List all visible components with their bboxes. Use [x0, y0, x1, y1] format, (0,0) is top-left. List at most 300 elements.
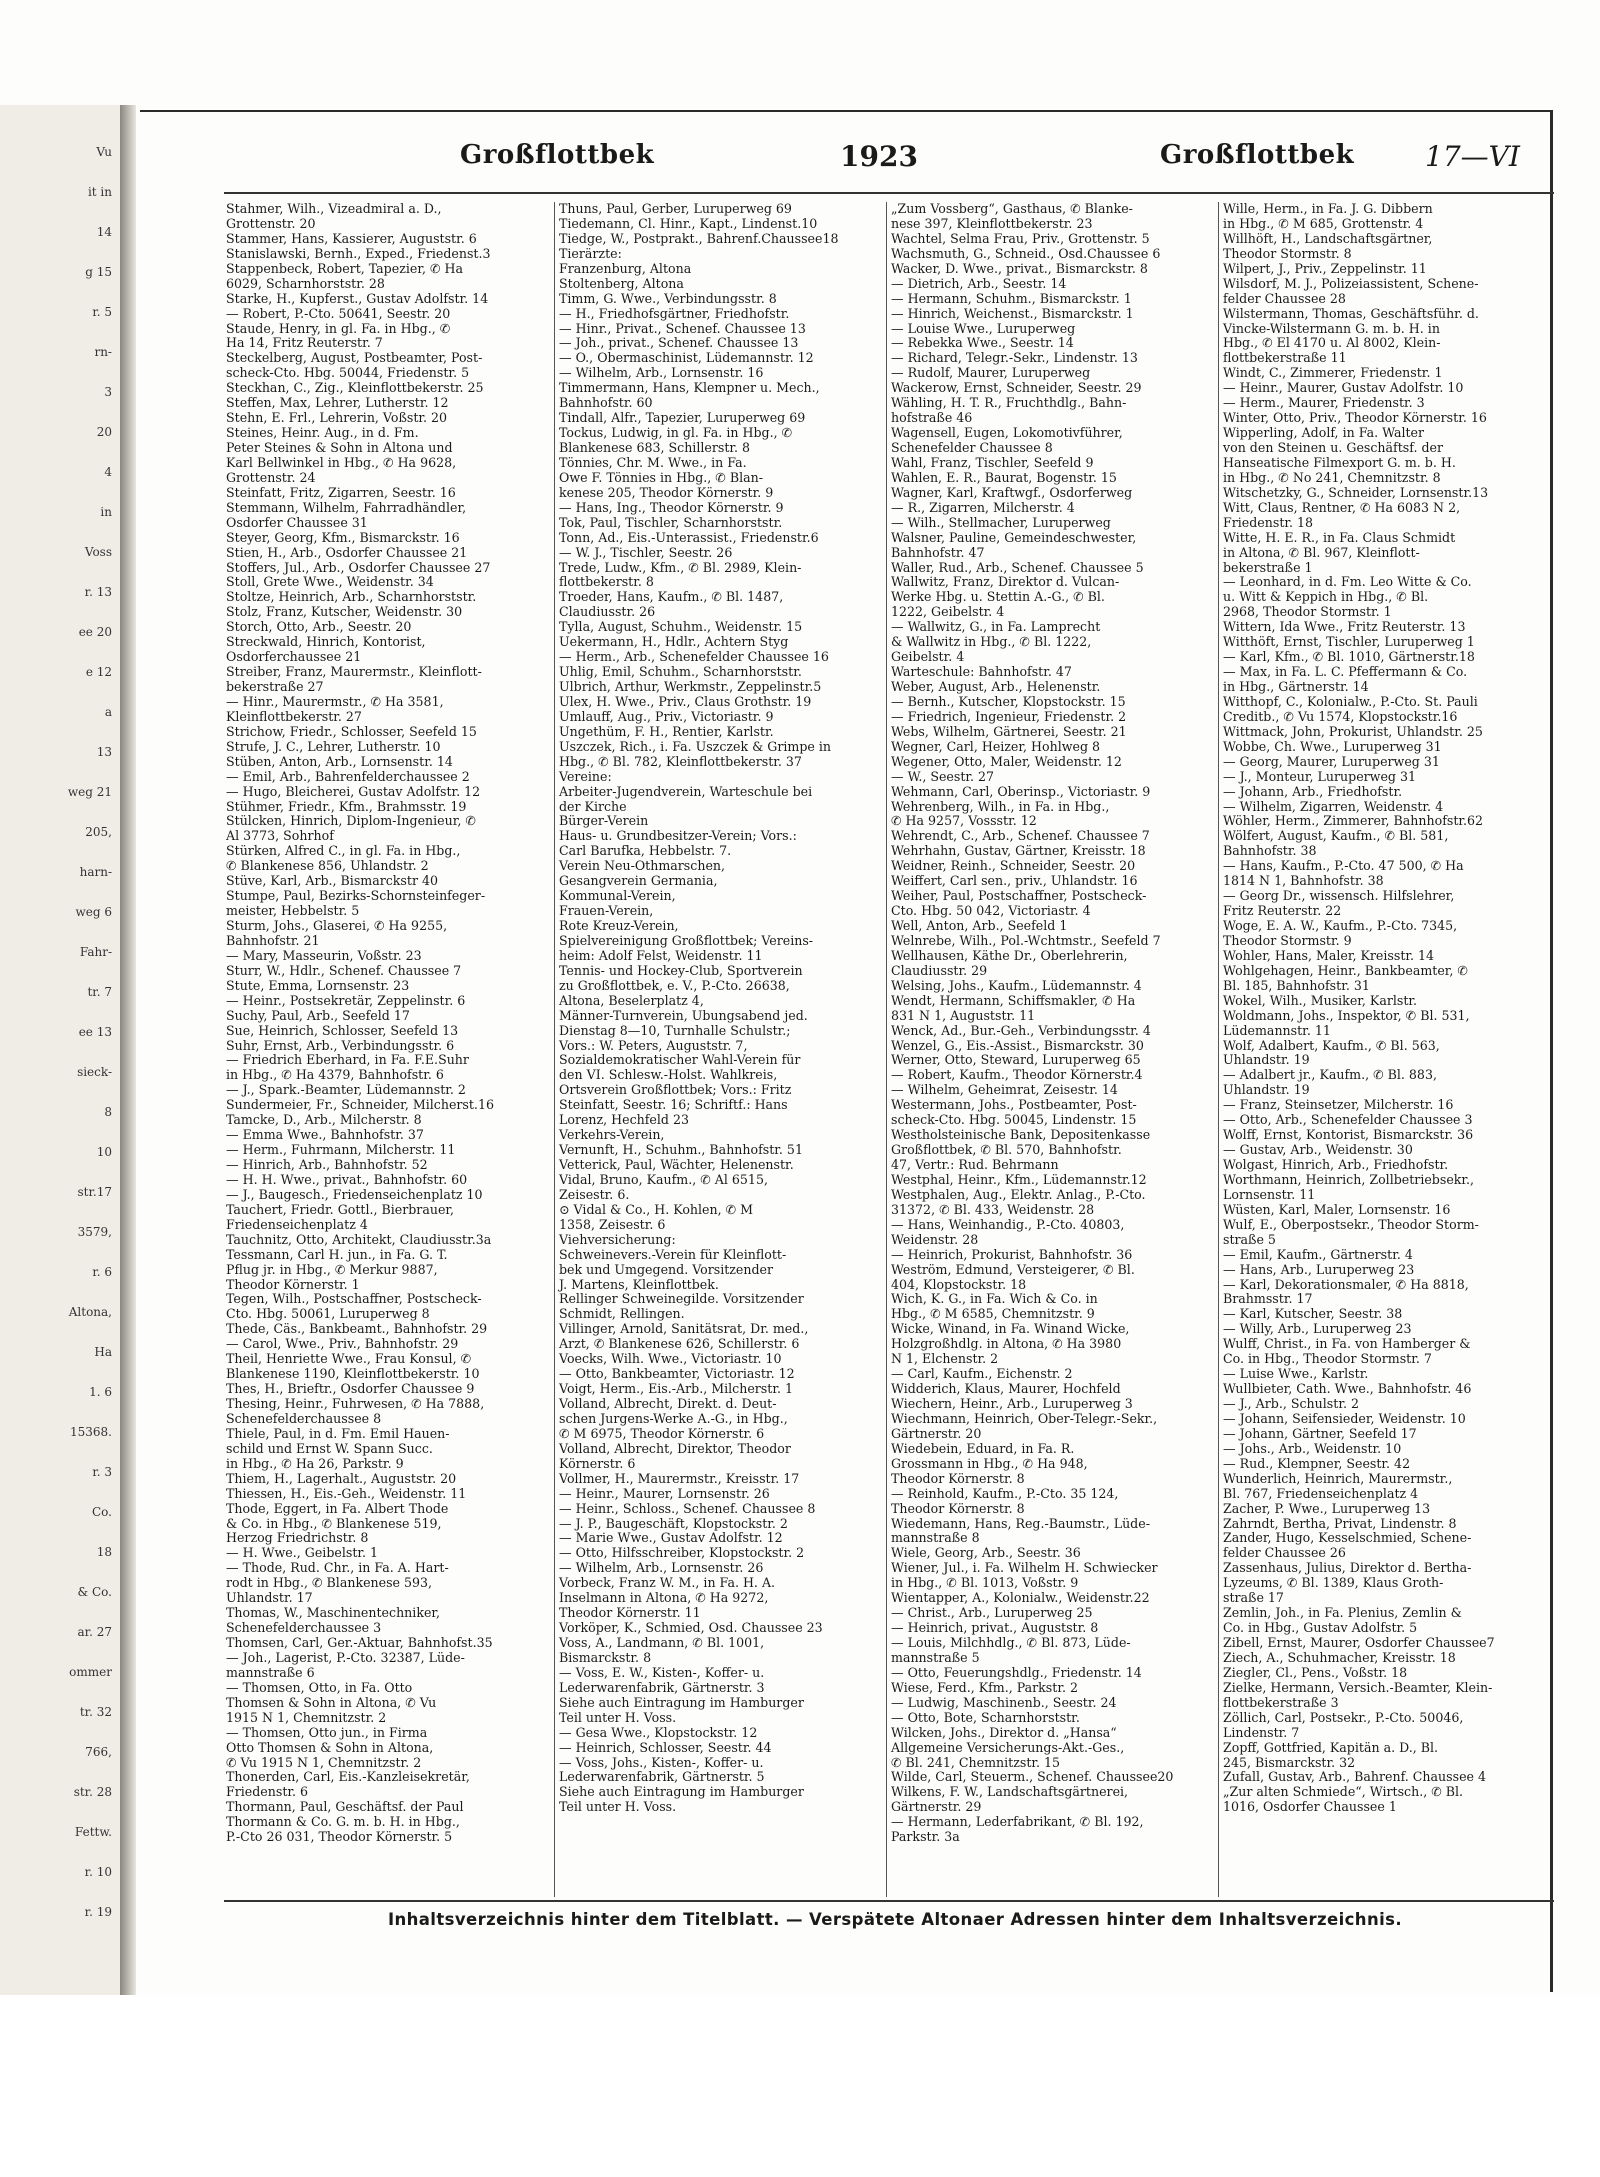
directory-entry-line: Stürken, Alfred C., in gl. Fa. in Hbg., — [226, 844, 461, 859]
directory-entry-line: Wohlgehagen, Heinr., Bankbeamter, ✆ — [1223, 963, 1468, 978]
directory-entry-line: Woge, E. A. W., Kaufm., P.-Cto. 7345, — [1223, 919, 1458, 933]
directory-entry-line: — Carl, Kaufm., Eichenstr. 2 — [891, 1367, 1073, 1382]
directory-entry-line: Schweinevers.-Verein für Kleinflott- — [559, 1247, 787, 1262]
directory-entry-line: Ha 14, Fritz Reuterstr. 7 — [226, 336, 383, 351]
directory-entry-line: Steinfatt, Seestr. 16; Schriftf.: Hans — [559, 1098, 788, 1113]
directory-entry-line: — Herm., Arb., Schenefelder Chaussee 16 — [559, 650, 829, 665]
page-header — [140, 140, 1550, 184]
directory-entry-line: 47, Vertr.: Rud. Behrmann — [891, 1158, 1059, 1172]
directory-entry-line: Zeisestr. 6. — [559, 1187, 630, 1202]
directory-entry-line: Stappenbeck, Robert, Tapezier, ✆ Ha — [226, 261, 464, 276]
directory-entry-line: meister, Hebbelstr. 5 — [226, 904, 360, 919]
directory-entry-line: Thode, Eggert, in Fa. Albert Thode — [226, 1501, 449, 1516]
directory-entry-line: — Hermann, Lederfabrikant, ✆ Bl. 192, — [891, 1815, 1144, 1830]
directory-entry-line: Wöhler, Herm., Zimmerer, Bahnhofstr.62 — [1223, 814, 1484, 829]
directory-entry-line: Fritz Reuterstr. 22 — [1223, 904, 1342, 919]
directory-entry-line: in Hbg., ✆ Ha 26, Parkstr. 9 — [226, 1456, 404, 1471]
directory-entry-line: Theil, Henriette Wwe., Frau Konsul, ✆ — [226, 1352, 472, 1367]
directory-entry-line: Osdorferchaussee 21 — [226, 650, 362, 665]
directory-entry-line: P.-Cto 26 031, Theodor Körnerstr. 5 — [226, 1830, 453, 1845]
directory-entry-line: Steinfatt, Fritz, Zigarren, Seestr. 16 — [226, 485, 456, 500]
directory-entry-line: „Zum Vossberg“, Gasthaus, ✆ Blanke- — [891, 202, 1133, 216]
directory-entry-line: Woldmann, Johs., Inspektor, ✆ Bl. 531, — [1223, 1008, 1470, 1023]
directory-entry-line: Grottenstr. 24 — [226, 470, 316, 485]
directory-entry-line: — Hans, Arb., Luruperweg 23 — [1223, 1262, 1415, 1277]
directory-entry-line: Wellhausen, Käthe Dr., Oberlehrerin, — [891, 948, 1128, 963]
directory-entry-line: Wiedemann, Hans, Reg.-Baumstr., Lüde- — [891, 1516, 1150, 1531]
directory-entry-line: Wegener, Otto, Maler, Weidenstr. 12 — [891, 754, 1122, 769]
directory-entry-line: Vernunft, H., Schuhm., Bahnhofstr. 51 — [559, 1143, 803, 1158]
directory-entry-line: Kommunal-Verein, — [559, 889, 676, 904]
directory-entry-line: Wehmann, Carl, Oberinsp., Victoriastr. 9 — [891, 784, 1151, 799]
directory-entry-line: Uhlandstr. 19 — [1223, 1053, 1310, 1068]
directory-entry-line: — Thode, Rud. Chr., in Fa. A. Hart- — [226, 1561, 449, 1576]
directory-entry-line: heim: Adolf Felst, Weidenstr. 11 — [559, 948, 763, 963]
directory-entry-line: — Heinr., Maurer, Gustav Adolfstr. 10 — [1223, 381, 1464, 396]
directory-entry-line: — Voss, E. W., Kisten-, Koffer- u. — [559, 1665, 765, 1680]
previous-page-fragment: 15368. — [70, 1425, 112, 1439]
directory-entry-line: — Wilhelm, Geheimrat, Zeisestr. 14 — [891, 1083, 1118, 1098]
directory-entry-line: Steines, Heinr. Aug., in d. Fm. — [226, 426, 419, 441]
directory-entry-line: Streiber, Franz, Maurermstr., Kleinflott- — [226, 665, 482, 680]
directory-entry-line: 2968, Theodor Stormstr. 1 — [1223, 605, 1392, 620]
directory-entry-line: Hbg., ✆ M 6585, Chemnitzstr. 9 — [891, 1307, 1095, 1322]
directory-entry-line: Wunderlich, Heinrich, Maurermstr., — [1223, 1471, 1453, 1486]
directory-entry-line: Schmidt, Rellingen. — [559, 1307, 685, 1322]
directory-entry-line: — Friedrich, Ingenieur, Friedenstr. 2 — [891, 709, 1127, 724]
directory-entry-line: Wobbe, Ch. Wwe., Luruperweg 31 — [1223, 739, 1442, 754]
directory-entry-line: Wachtel, Selma Frau, Priv., Grottenstr. 5 — [891, 231, 1150, 246]
directory-entry-line: — Bernh., Kutscher, Klopstockstr. 15 — [891, 694, 1126, 709]
directory-entry-line: Wolgast, Hinrich, Arb., Friedhofstr. — [1223, 1158, 1449, 1172]
directory-entry-line: Wenzel, G., Eis.-Assist., Bismarckstr. 30 — [891, 1038, 1144, 1053]
directory-entry-line: Thormann, Paul, Geschäftsf. der Paul — [226, 1800, 464, 1815]
directory-entry-line: — Marie Wwe., Gustav Adolfstr. 12 — [559, 1531, 783, 1546]
directory-entry-line: in Altona, ✆ Bl. 967, Kleinflott- — [1223, 545, 1420, 560]
directory-entry-line: Frauen-Verein, — [559, 904, 654, 919]
directory-entry-line: Teil unter H. Voss. — [559, 1800, 677, 1815]
directory-entry-line: — Otto, Hilfsschreiber, Klopstockstr. 2 — [559, 1546, 805, 1561]
previous-page-fragment: str.17 — [77, 1185, 112, 1199]
directory-entry-line: Well, Anton, Arb., Seefeld 1 — [891, 919, 1068, 933]
previous-page-fragment: 14 — [96, 225, 112, 239]
directory-entry-line: Viehversicherung: — [559, 1232, 676, 1247]
directory-entry-line: — Joh., privat., Schenef. Chaussee 13 — [559, 336, 799, 351]
directory-entry-line: Theodor Körnerstr. 8 — [891, 1471, 1025, 1486]
directory-entry-line: Winter, Otto, Priv., Theodor Körnerstr. 16 — [1223, 411, 1487, 426]
previous-page-fragment: r. 10 — [84, 1865, 112, 1879]
directory-entry-line: Bahnhofstr. 38 — [1223, 844, 1317, 859]
directory-entry-line: Wilpert, J., Priv., Zeppelinstr. 11 — [1223, 261, 1427, 276]
directory-entry-line: Claudiusstr. 26 — [559, 605, 656, 620]
directory-entry-line: Lornsenstr. 11 — [1223, 1187, 1316, 1202]
directory-entry-line: Bl. 185, Bahnhofstr. 31 — [1223, 978, 1370, 993]
directory-entry-line: Stühmer, Friedr., Kfm., Brahmsstr. 19 — [226, 799, 467, 814]
directory-entry-line: — Emma Wwe., Bahnhofstr. 37 — [226, 1128, 424, 1143]
directory-entry-line: — Franz, Steinsetzer, Milcherstr. 16 — [1223, 1098, 1454, 1113]
directory-entry-line: — Emil, Kaufm., Gärtnerstr. 4 — [1223, 1247, 1413, 1262]
directory-entry-line: — Robert, Kaufm., Theodor Körnerstr.4 — [891, 1068, 1143, 1083]
directory-entry-line: Großflottbek, ✆ Bl. 570, Bahnhofstr. — [891, 1143, 1122, 1158]
directory-entry-line: Vors.: W. Peters, Auguststr. 7, — [559, 1038, 748, 1053]
directory-entry-line: — H., Friedhofsgärtner, Friedhofstr. — [559, 306, 790, 321]
directory-entry-line: Weström, Edmund, Versteigerer, ✆ Bl. — [891, 1262, 1135, 1277]
directory-entry-line: Grottenstr. 20 — [226, 216, 316, 231]
directory-entry-line: Zahrndt, Bertha, Privat, Lindenstr. 8 — [1223, 1516, 1457, 1531]
directory-entry-line: — Otto, Bote, Scharnhorststr. — [891, 1710, 1080, 1725]
directory-entry-line: Siehe auch Eintragung im Hamburger — [559, 1695, 804, 1710]
directory-entry-line: Vincke-Wilstermann G. m. b. H. in — [1223, 321, 1440, 336]
directory-entry-line: 1358, Zeisestr. 6 — [559, 1217, 666, 1232]
directory-entry-line: Trede, Ludw., Kfm., ✆ Bl. 2989, Klein- — [559, 560, 802, 575]
directory-entry-line: Männer-Turnverein, Übungsabend jed. — [559, 1008, 808, 1023]
directory-entry-line: — J., Spark.-Beamter, Lüdemannstr. 2 — [226, 1083, 466, 1098]
directory-entry-line: Voss, A., Landmann, ✆ Bl. 1001, — [559, 1636, 765, 1650]
directory-entry-line: — Friedrich Eberhard, in Fa. F.E.Suhr — [226, 1053, 469, 1068]
directory-entry-line: — Johs., Arb., Weidenstr. 10 — [1223, 1441, 1402, 1456]
directory-entry-line: Wolf, Adalbert, Kaufm., ✆ Bl. 563, — [1223, 1038, 1440, 1053]
directory-entry-line: ✆ M 6975, Theodor Körnerstr. 6 — [559, 1426, 765, 1441]
directory-entry-line: Zander, Hugo, Kesselschmied, Schene- — [1223, 1531, 1472, 1546]
directory-entry-line: Allgemeine Versicherungs-Akt.-Ges., — [891, 1740, 1125, 1755]
directory-entry-line: Gärtnerstr. 20 — [891, 1426, 982, 1441]
directory-entry-line: nese 397, Kleinflottbekerstr. 23 — [891, 216, 1093, 231]
directory-entry-line: Weiffert, Carl sen., priv., Uhlandstr. 16 — [891, 874, 1138, 889]
directory-entry-line: Zacher, P. Wwe., Luruperweg 13 — [1223, 1501, 1431, 1516]
directory-entry-line: — R., Zigarren, Milcherstr. 4 — [891, 500, 1075, 515]
directory-entry-line: Stoltenberg, Altona — [559, 276, 684, 291]
directory-column-1 — [222, 202, 544, 1897]
directory-entry-line: Bürger-Verein — [559, 814, 649, 829]
directory-entry-line: Claudiusstr. 29 — [891, 963, 988, 978]
directory-entry-line: Tockus, Ludwig, in gl. Fa. in Hbg., ✆ — [559, 426, 793, 441]
directory-entry-line: Uhlandstr. 19 — [1223, 1083, 1310, 1098]
directory-entry-line: — Joh., Lagerist, P.-Cto. 32387, Lüde- — [226, 1650, 465, 1665]
directory-entry-line: Wahlen, E. R., Baurat, Bogenstr. 15 — [891, 470, 1117, 485]
directory-entry-line: Zielke, Hermann, Versich.-Beamter, Klein- — [1223, 1680, 1493, 1695]
directory-columns — [222, 202, 1552, 1897]
previous-page-fragment: r. 13 — [84, 585, 112, 599]
directory-entry-line: — Hinrich, Weichenst., Bismarckstr. 1 — [891, 306, 1134, 321]
directory-entry-line: Co. in Hbg., Gustav Adolfstr. 5 — [1223, 1621, 1418, 1636]
directory-entry-line: — Leonhard, in d. Fm. Leo Witte & Co. — [1223, 575, 1472, 590]
directory-entry-line: — J. P., Baugeschäft, Klopstockstr. 2 — [559, 1516, 788, 1531]
directory-entry-line: in Hbg., Gärtnerstr. 14 — [1223, 680, 1369, 694]
directory-entry-line: ✆ Ha 9257, Vossstr. 12 — [891, 814, 1037, 829]
directory-entry-line: flottbekerstraße 11 — [1223, 351, 1347, 366]
directory-entry-line: Uszczek, Rich., i. Fa. Uszczek & Grimpe in — [559, 739, 832, 754]
directory-entry-line: Grossmann in Hbg., ✆ Ha 948, — [891, 1456, 1088, 1471]
directory-entry-line: Stemmann, Wilhelm, Fahrradhändler, — [226, 500, 467, 515]
previous-page-fragment: Ha — [94, 1345, 112, 1359]
directory-entry-line: Wicke, Winand, in Fa. Winand Wicke, — [891, 1322, 1130, 1337]
directory-entry-line: Thormann & Co. G. m. b. H. in Hbg., — [226, 1815, 460, 1830]
directory-entry-line: Wenck, Ad., Bur.-Geh., Verbindungsstr. 4 — [891, 1023, 1151, 1038]
directory-entry-line: Wachsmuth, G., Schneid., Osd.Chaussee 6 — [891, 246, 1161, 261]
directory-entry-line: Schenefelderchaussee 8 — [226, 1411, 382, 1426]
directory-entry-line: Ungethüm, F. H., Rentier, Karlstr. — [559, 724, 774, 739]
header-page-number: 17—VI — [1425, 140, 1520, 173]
directory-entry-line: — Wallwitz, G., in Fa. Lamprecht — [891, 620, 1101, 635]
bottom-margin — [0, 1995, 1600, 2177]
directory-entry-line: — Louise Wwe., Luruperweg — [891, 321, 1076, 336]
previous-page-fragment: g 15 — [85, 265, 112, 279]
directory-entry-line: — Otto, Feuerungshdlg., Friedenstr. 14 — [891, 1665, 1142, 1680]
previous-page-fragment: Vu — [96, 145, 112, 159]
directory-entry-line: — J., Monteur, Luruperweg 31 — [1223, 769, 1416, 784]
directory-entry-line: Schenefelder Chaussee 8 — [891, 441, 1053, 455]
directory-entry-line: mannstraße 6 — [226, 1665, 315, 1680]
directory-entry-line: Timm, G. Wwe., Verbindungsstr. 8 — [559, 291, 777, 306]
directory-entry-line: Friedenseichenplatz 4 — [226, 1217, 368, 1232]
directory-entry-line: Hbg., ✆ Bl. 782, Kleinflottbekerstr. 37 — [559, 754, 802, 769]
footer-note: Inhaltsverzeichnis hinter dem Titelblatt. — Verspätete Altonaer Adressen hinter dem Inhaltsverzeichnis. — [387, 1910, 1403, 1929]
directory-entry-line: & Co. in Hbg., ✆ Blankenese 519, — [226, 1516, 442, 1531]
directory-entry-line: Thesing, Heinr., Fuhrwesen, ✆ Ha 7888, — [226, 1397, 485, 1411]
directory-entry-line: Wilde, Carl, Steuerm., Schenef. Chaussee20 — [891, 1770, 1174, 1785]
directory-entry-line: — Wilhelm, Arb., Lornsenstr. 16 — [559, 366, 764, 381]
directory-entry-line: — Otto, Arb., Schenefelder Chaussee 3 — [1223, 1113, 1473, 1128]
directory-entry-line: 245, Bismarckstr. 32 — [1223, 1755, 1356, 1770]
directory-column-2 — [554, 202, 877, 1897]
directory-entry-line: Stehn, E. Frl., Lehrerin, Voßstr. 20 — [226, 411, 448, 426]
directory-entry-line: Wacker, D. Wwe., privat., Bismarckstr. 8 — [891, 261, 1148, 276]
previous-page-fragment: 8 — [104, 1105, 112, 1119]
directory-entry-line: Sozialdemokratischer Wahl-Verein für — [559, 1053, 801, 1068]
directory-entry-line: Westphalen, Aug., Elektr. Anlag., P.-Cto. — [891, 1187, 1146, 1202]
directory-entry-line: — Christ., Arb., Luruperweg 25 — [891, 1606, 1093, 1621]
directory-entry-line: Inselmann in Altona, ✆ Ha 9272, — [559, 1591, 769, 1606]
directory-entry-line: Sturr, W., Hdlr., Schenef. Chaussee 7 — [226, 963, 462, 978]
previous-page-fragment: Altona, — [68, 1305, 112, 1319]
directory-entry-line: Ulbrich, Arthur, Werkmstr., Zeppelinstr.5 — [559, 680, 822, 694]
directory-entry-line: Wulff, Christ., in Fa. von Hamberger & — [1223, 1337, 1471, 1352]
directory-entry-line: Altona, Beselerplatz 4, — [559, 993, 704, 1008]
directory-entry-line: — H. Wwe., Geibelstr. 1 — [226, 1546, 379, 1561]
directory-entry-line: Wohler, Hans, Maler, Kreisstr. 14 — [1223, 948, 1435, 963]
directory-entry-line: Wiener, Jul., i. Fa. Wilhelm H. Schwiecker — [891, 1561, 1158, 1576]
directory-entry-line: Stüve, Karl, Arb., Bismarckstr 40 — [226, 874, 439, 889]
directory-entry-line: Weidner, Reinh., Schneider, Seestr. 20 — [891, 859, 1136, 874]
directory-entry-line: Stien, H., Arb., Osdorfer Chaussee 21 — [226, 545, 468, 560]
directory-entry-line: Friedenstr. 6 — [226, 1785, 309, 1800]
previous-page-fragment: a — [104, 705, 112, 719]
directory-entry-line: Bahnhofstr. 21 — [226, 933, 320, 948]
directory-entry-line: ✆ Bl. 241, Chemnitzstr. 15 — [891, 1755, 1061, 1770]
directory-entry-line: — Thomsen, Otto jun., in Firma — [226, 1725, 428, 1740]
directory-entry-line: Wehrenberg, Wilh., in Fa. in Hbg., — [891, 799, 1110, 814]
directory-entry-line: Stumpe, Paul, Bezirks-Schornsteinfeger- — [226, 889, 486, 904]
directory-entry-line: 1016, Osdorfer Chaussee 1 — [1223, 1800, 1397, 1815]
directory-entry-line: Siehe auch Eintragung im Hamburger — [559, 1785, 804, 1800]
directory-entry-line: Otto Thomsen & Sohn in Altona, — [226, 1740, 434, 1755]
directory-entry-line: Witt, Claus, Rentner, ✆ Ha 6083 N 2, — [1223, 500, 1461, 515]
directory-entry-line: 6029, Scharnhorststr. 28 — [226, 276, 385, 291]
directory-entry-line: scheck-Cto. Hbg. 50044, Friedenstr. 5 — [226, 366, 470, 381]
directory-entry-line: Welnrebe, Wilh., Pol.-Wchtmstr., Seefeld 7 — [891, 933, 1161, 948]
directory-entry-line: Wagensell, Eugen, Lokomotivführer, — [891, 426, 1123, 441]
directory-entry-line: Witthöft, Ernst, Tischler, Luruperweg 1 — [1223, 635, 1475, 650]
previous-page-fragment: it in — [87, 185, 112, 199]
directory-entry-line: Cto. Hbg. 50061, Luruperweg 8 — [226, 1307, 430, 1322]
directory-entry-line: Brahmsstr. 17 — [1223, 1292, 1313, 1307]
directory-entry-line: Steckhan, C., Zig., Kleinflottbekerstr. 25 — [226, 381, 484, 396]
directory-entry-line: Vorköper, K., Schmied, Osd. Chaussee 23 — [559, 1621, 823, 1636]
directory-entry-line: schen Jurgens-Werke A.-G., in Hbg., — [559, 1411, 788, 1426]
directory-entry-line: Wolff, Ernst, Kontorist, Bismarckstr. 36 — [1223, 1128, 1474, 1143]
directory-entry-line: Thes, H., Brieftr., Osdorfer Chaussee 9 — [226, 1382, 475, 1397]
directory-entry-line: „Zur alten Schmiede“, Wirtsch., ✆ Bl. — [1223, 1785, 1464, 1800]
directory-entry-line: Thiessen, H., Eis.-Geh., Weidenstr. 11 — [226, 1486, 467, 1501]
directory-entry-line: — Robert, P.-Cto. 50641, Seestr. 20 — [226, 306, 451, 321]
directory-entry-line: Vollmer, H., Maurermstr., Kreisstr. 17 — [559, 1471, 800, 1486]
directory-entry-line: Zemlin, Joh., in Fa. Plenius, Zemlin & — [1223, 1606, 1462, 1621]
directory-entry-line: Tauchnitz, Otto, Architekt, Claudiusstr.3a — [226, 1232, 492, 1247]
directory-entry-line: — Emil, Arb., Bahrenfelderchaussee 2 — [226, 769, 470, 784]
directory-entry-line: — Thomsen, Otto, in Fa. Otto — [226, 1680, 413, 1695]
directory-entry-line: Voecks, Wilh. Wwe., Victoriastr. 10 — [559, 1352, 782, 1367]
directory-entry-line: Vorbeck, Franz W. M., in Fa. H. A. — [559, 1576, 776, 1591]
directory-entry-line: Arbeiter-Jugendverein, Warteschule bei — [559, 784, 813, 799]
previous-page-fragment: Fettw. — [74, 1825, 112, 1839]
directory-entry-line: Ziegler, Cl., Pens., Voßstr. 18 — [1223, 1665, 1408, 1680]
directory-entry-line: Steckelberg, August, Postbeamter, Post- — [226, 351, 483, 366]
directory-entry-line: Cto. Hbg. 50 042, Victoriastr. 4 — [891, 904, 1091, 919]
directory-entry-line: — Otto, Bankbeamter, Victoriastr. 12 — [559, 1367, 795, 1382]
directory-entry-line: mannstraße 8 — [891, 1531, 980, 1546]
directory-entry-line: Zöllich, Carl, Postsekr., P.-Cto. 50046, — [1223, 1710, 1464, 1725]
directory-entry-line: Sundermeier, Fr., Schneider, Milcherst.16 — [226, 1098, 494, 1113]
previous-page-fragment: tr. 7 — [87, 985, 112, 999]
directory-entry-line: Wokel, Wilh., Musiker, Karlstr. — [1223, 993, 1418, 1008]
directory-entry-line: Peter Steines & Sohn in Altona und — [226, 441, 453, 455]
directory-entry-line: in Hbg., ✆ M 685, Grottenstr. 4 — [1223, 216, 1424, 231]
directory-entry-line: — J., Arb., Schulstr. 2 — [1223, 1397, 1359, 1411]
directory-column-3 — [886, 202, 1209, 1897]
directory-entry-line: Wehrhahn, Gustav, Gärtner, Kreisstr. 18 — [891, 844, 1146, 859]
directory-entry-line: — H. H. Wwe., privat., Bahnhofstr. 60 — [226, 1172, 468, 1187]
directory-entry-line: Theodor Körnerstr. 1 — [226, 1277, 360, 1292]
directory-entry-line: Thiem, H., Lagerhalt., Auguststr. 20 — [226, 1471, 457, 1486]
directory-entry-line: Bahnhofstr. 47 — [891, 545, 985, 560]
directory-entry-line: — Luise Wwe., Karlstr. — [1223, 1367, 1369, 1382]
previous-page-fragment: in — [100, 505, 112, 519]
book-spine-shadow — [120, 105, 136, 1995]
previous-page-fragment: r. 19 — [84, 1905, 112, 1919]
directory-entry-line: Theodor Körnerstr. 11 — [559, 1606, 701, 1621]
directory-entry-line: Steffen, Max, Lehrer, Lutherstr. 12 — [226, 396, 449, 411]
directory-entry-line: 1915 N 1, Chemnitzstr. 2 — [226, 1710, 387, 1725]
directory-entry-line: Thomsen, Carl, Ger.-Aktuar, Bahnhofst.35 — [226, 1636, 493, 1650]
previous-page-fragment: sieck- — [77, 1065, 112, 1079]
header-right-title: Großflottbek — [1160, 140, 1355, 170]
previous-page-fragment: 205, — [85, 825, 112, 839]
directory-entry-line: Thomas, W., Maschinentechniker, — [226, 1606, 441, 1621]
directory-entry-line: Wegner, Carl, Heizer, Hohlweg 8 — [891, 739, 1101, 754]
directory-entry-line: Wilsdorf, M. J., Polizeiassistent, Schene- — [1223, 276, 1479, 291]
directory-entry-line: Kleinflottbekerstr. 27 — [226, 709, 362, 724]
directory-entry-line: Sturm, Johs., Glaserei, ✆ Ha 9255, — [226, 919, 448, 933]
directory-entry-line: Wich, K. G., in Fa. Wich & Co. in — [891, 1292, 1098, 1307]
previous-page-fragment: 13 — [96, 745, 112, 759]
directory-entry-line: Theodor Körnerstr. 8 — [891, 1501, 1025, 1516]
directory-entry-line: Lorenz, Hechfeld 23 — [559, 1113, 690, 1128]
directory-entry-line: Rote Kreuz-Verein, — [559, 919, 679, 933]
directory-entry-line: — Wilhelm, Zigarren, Weidenstr. 4 — [1223, 799, 1444, 814]
directory-entry-line: Storch, Otto, Arb., Seestr. 20 — [226, 620, 412, 635]
directory-entry-line: Blankenese 1190, Kleinflottbekerstr. 10 — [226, 1367, 480, 1382]
directory-entry-line: der Kirche — [559, 799, 627, 814]
directory-entry-line: straße 17 — [1223, 1591, 1284, 1606]
directory-entry-line: Wullbieter, Cath. Wwe., Bahnhofstr. 46 — [1223, 1382, 1472, 1397]
directory-entry-line: Tierärzte: — [559, 246, 622, 261]
previous-page-fragment: 766, — [85, 1745, 112, 1759]
directory-entry-line: Wilcken, Johs., Direktor d. „Hansa“ — [891, 1725, 1117, 1740]
directory-entry-line: Bismarckstr. 8 — [559, 1650, 652, 1665]
directory-entry-line: Wulf, E., Oberpostsekr., Theodor Storm- — [1223, 1217, 1479, 1232]
directory-entry-line: flottbekerstr. 8 — [559, 575, 654, 590]
previous-page-fragment: 3 — [104, 385, 112, 399]
directory-entry-line: — Karl, Kutscher, Seestr. 38 — [1223, 1307, 1403, 1322]
directory-entry-line: Herzog Friedrichstr. 8 — [226, 1531, 369, 1546]
directory-entry-line: Ziech, A., Schuhmacher, Kreisstr. 18 — [1223, 1650, 1456, 1665]
directory-entry-line: 1814 N 1, Bahnhofstr. 38 — [1223, 874, 1384, 889]
directory-entry-line: Westphal, Heinr., Kfm., Lüdemannstr.12 — [891, 1172, 1147, 1187]
directory-entry-line: 31372, ✆ Bl. 433, Weidenstr. 28 — [891, 1202, 1095, 1217]
directory-entry-line: Spielvereinigung Großflottbek; Vereins- — [559, 933, 814, 948]
previous-page-fragment: Fahr- — [79, 945, 112, 959]
directory-entry-line: Tiedge, W., Postprakt., Bahrenf.Chaussee18 — [559, 231, 839, 246]
directory-entry-line: Uekermann, H., Hdlr., Achtern Styg — [559, 635, 789, 650]
directory-entry-line: Hanseatische Filmexport G. m. b. H. — [1223, 455, 1456, 470]
directory-entry-line: — Hermann, Schuhm., Bismarckstr. 1 — [891, 291, 1132, 306]
directory-entry-line: Weidenstr. 28 — [891, 1232, 979, 1247]
directory-entry-line: Thiele, Paul, in d. Fm. Emil Hauen- — [226, 1426, 450, 1441]
directory-entry-line: in Hbg., ✆ Ha 4379, Bahnhofstr. 6 — [226, 1068, 444, 1083]
directory-entry-line: Stülcken, Hinrich, Diplom-Ingenieur, ✆ — [226, 814, 476, 829]
directory-entry-line: — Carol, Wwe., Priv., Bahnhofstr. 29 — [226, 1337, 459, 1352]
directory-entry-line: Thomsen & Sohn in Altona, ✆ Vu — [226, 1695, 437, 1710]
directory-entry-line: Wahl, Franz, Tischler, Seefeld 9 — [891, 455, 1094, 470]
directory-entry-line: — Karl, Kfm., ✆ Bl. 1010, Gärtnerstr.18 — [1223, 650, 1475, 665]
directory-entry-line: — Reinhold, Kaufm., P.-Cto. 35 124, — [891, 1486, 1119, 1501]
directory-entry-line: Welsing, Johs., Kaufm., Lüdemannstr. 4 — [891, 978, 1142, 993]
directory-entry-line: Umlauff, Aug., Priv., Victoriastr. 9 — [559, 709, 774, 724]
header-left-title: Großflottbek — [460, 140, 655, 170]
directory-entry-line: Wipperling, Adolf, in Fa. Walter — [1223, 426, 1425, 441]
directory-entry-line: Thuns, Paul, Gerber, Luruperweg 69 — [559, 202, 792, 216]
directory-entry-line: Gesangverein Germania, — [559, 874, 718, 889]
directory-entry-line: Vetterick, Paul, Wächter, Helenenstr. — [559, 1158, 794, 1172]
directory-entry-line: — Georg Dr., wissensch. Hilfslehrer, — [1223, 889, 1455, 904]
directory-entry-line: Timmermann, Hans, Klempner u. Mech., — [559, 381, 820, 396]
directory-entry-line: Tamcke, D., Arb., Milcherstr. 8 — [226, 1113, 422, 1128]
directory-entry-line: bek und Umgegend. Vorsitzender — [559, 1262, 774, 1277]
directory-entry-line: — Hugo, Bleicherei, Gustav Adolfstr. 12 — [226, 784, 481, 799]
directory-entry-line: Wackerow, Ernst, Schneider, Seestr. 29 — [891, 381, 1142, 396]
directory-entry-line: Volland, Albrecht, Direkt. d. Deut- — [559, 1397, 777, 1411]
directory-entry-line: — Wilhelm, Arb., Lornsenstr. 26 — [559, 1561, 764, 1576]
directory-entry-line: Stute, Emma, Lornsenstr. 23 — [226, 978, 410, 993]
directory-entry-line: — Louis, Milchhdlg., ✆ Bl. 873, Lüde- — [891, 1636, 1131, 1650]
directory-entry-line: Staude, Henry, in gl. Fa. in Hbg., ✆ — [226, 321, 451, 336]
directory-entry-line: Schenefelderchaussee 3 — [226, 1621, 382, 1636]
previous-page-fragment: r. 3 — [92, 1465, 112, 1479]
previous-page-fragment: Co. — [91, 1505, 112, 1519]
directory-entry-line: Tindall, Alfr., Tapezier, Luruperweg 69 — [559, 411, 806, 426]
directory-entry-line: Owe F. Tönnies in Hbg., ✆ Blan- — [559, 470, 763, 485]
directory-entry-line: flottbekerstraße 3 — [1223, 1695, 1339, 1710]
